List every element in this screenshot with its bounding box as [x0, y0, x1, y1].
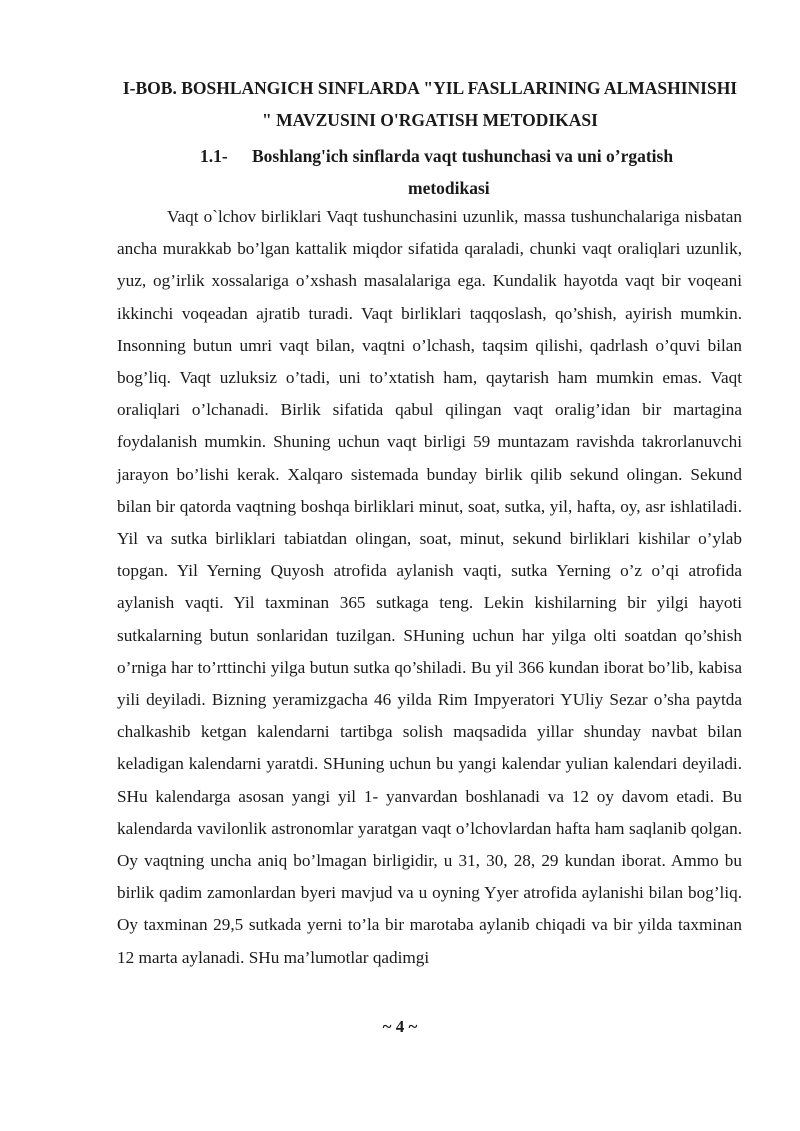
body-paragraph: Vaqt o`lchov birliklari Vaqt tushunchasini uzunlik, massa tushunchalariga nisbatan ancha murakkab bo’lgan kattalik miqdor sifatida qaraladi, chunki vaqt oraliqlari uzunlik, yuz, og’irlik xossalariga o’xshash masalalariga ega. Kundalik hayotda vaqt bir voqeani ikkinchi voqeadan ajratib turadi. Vaqt birliklari taqqoslash, qo’shish, ayirish mumkin. Insonning butun umri vaqt bilan, vaqtni o’lchash, taqsim qilishi, qadrlash o’quvi bilan bog’liq. Vaqt uzluksiz o’tadi, uni to’xtatish ham, qaytarish ham mumkin emas. Vaqt oraliqlari o’lchanadi. Birlik sifatida qabul qilingan vaqt oralig’idan bir martagina foydalanish mumkin. Shuning uchun vaqt birligi 59 muntazam ravishda takrorlanuvchi jarayon bo’lishi kerak. Xalqaro sistemada bunday birlik qilib sekund olingan. Sekund bilan bir qatorda vaqtning boshqa birliklari minut, soat, sutka, yil, hafta, oy, asr ishlatiladi. Yil va sutka birliklari tabiatdan olingan, soat, minut, sekund birliklari kishilar o’ylab topgan. Yil Yerning Quyosh atrofida aylanish vaqti, sutka Yerning o’z o’qi atrofida aylanish vaqti. Yil taxminan 365 sutkaga teng. Lekin kishilarning bir yilgi hayoti sutkalarning butun sonlaridan tuzilgan. SHuning uchun har yilga olti soatdan qo’shish o’rniga har to’rttinchi yilga butun sutka qo’shiladi. Bu yil 366 kundan iborat bo’lib, kabisa yili deyiladi. Bizning yeramizgacha 46 yilda Rim Impyeratori YUliy Sezar o’sha paytda chalkashib ketgan kalendarni tartibga solish maqsadida yillar shunday navbat bilan keladigan kalendarni yaratdi. SHuning uchun bu yangi kalendar yulian kalendari deyiladi. SHu kalendarga asosan yangi yil 1- yanvardan boshlanadi va 12 oy davom etadi. Bu kalendarda vavilonlik astronomlar yaratgan vaqt o’lchovlardan hafta ham saqlanib qolgan. Oy vaqtning uncha aniq bo’lmagan birligidir, u 31, 30, 28, 29 kundan iborat. Ammo bu birlik qadim zamonlardan byeri mavjud va u oyning Yyer atrofida aylanishi bilan bog’liq. Oy taxminan 29,5 sutkada yerni to’la bir marotaba aylanib chiqadi va bir yilda taxminan 12 marta aylanadi. SHu ma’lumotlar qadimgi — [117, 207, 742, 967]
section-title-line2: metodikasi — [408, 178, 490, 198]
section-title — [200, 140, 760, 204]
page-number: ~ 4 ~ — [382, 1017, 418, 1036]
section-title-line1: Boshlang'ich sinflarda vaqt tushunchasi va uni o’rgatish — [252, 146, 674, 166]
section-number: 1.1- — [200, 146, 228, 166]
chapter-title: I-BOB. BOSHLANGICH SINFLARDA "YIL FASLLARINING ALMASHINISHI " MAVZUSINI O'RGATISH METODIKASI — [122, 78, 738, 130]
